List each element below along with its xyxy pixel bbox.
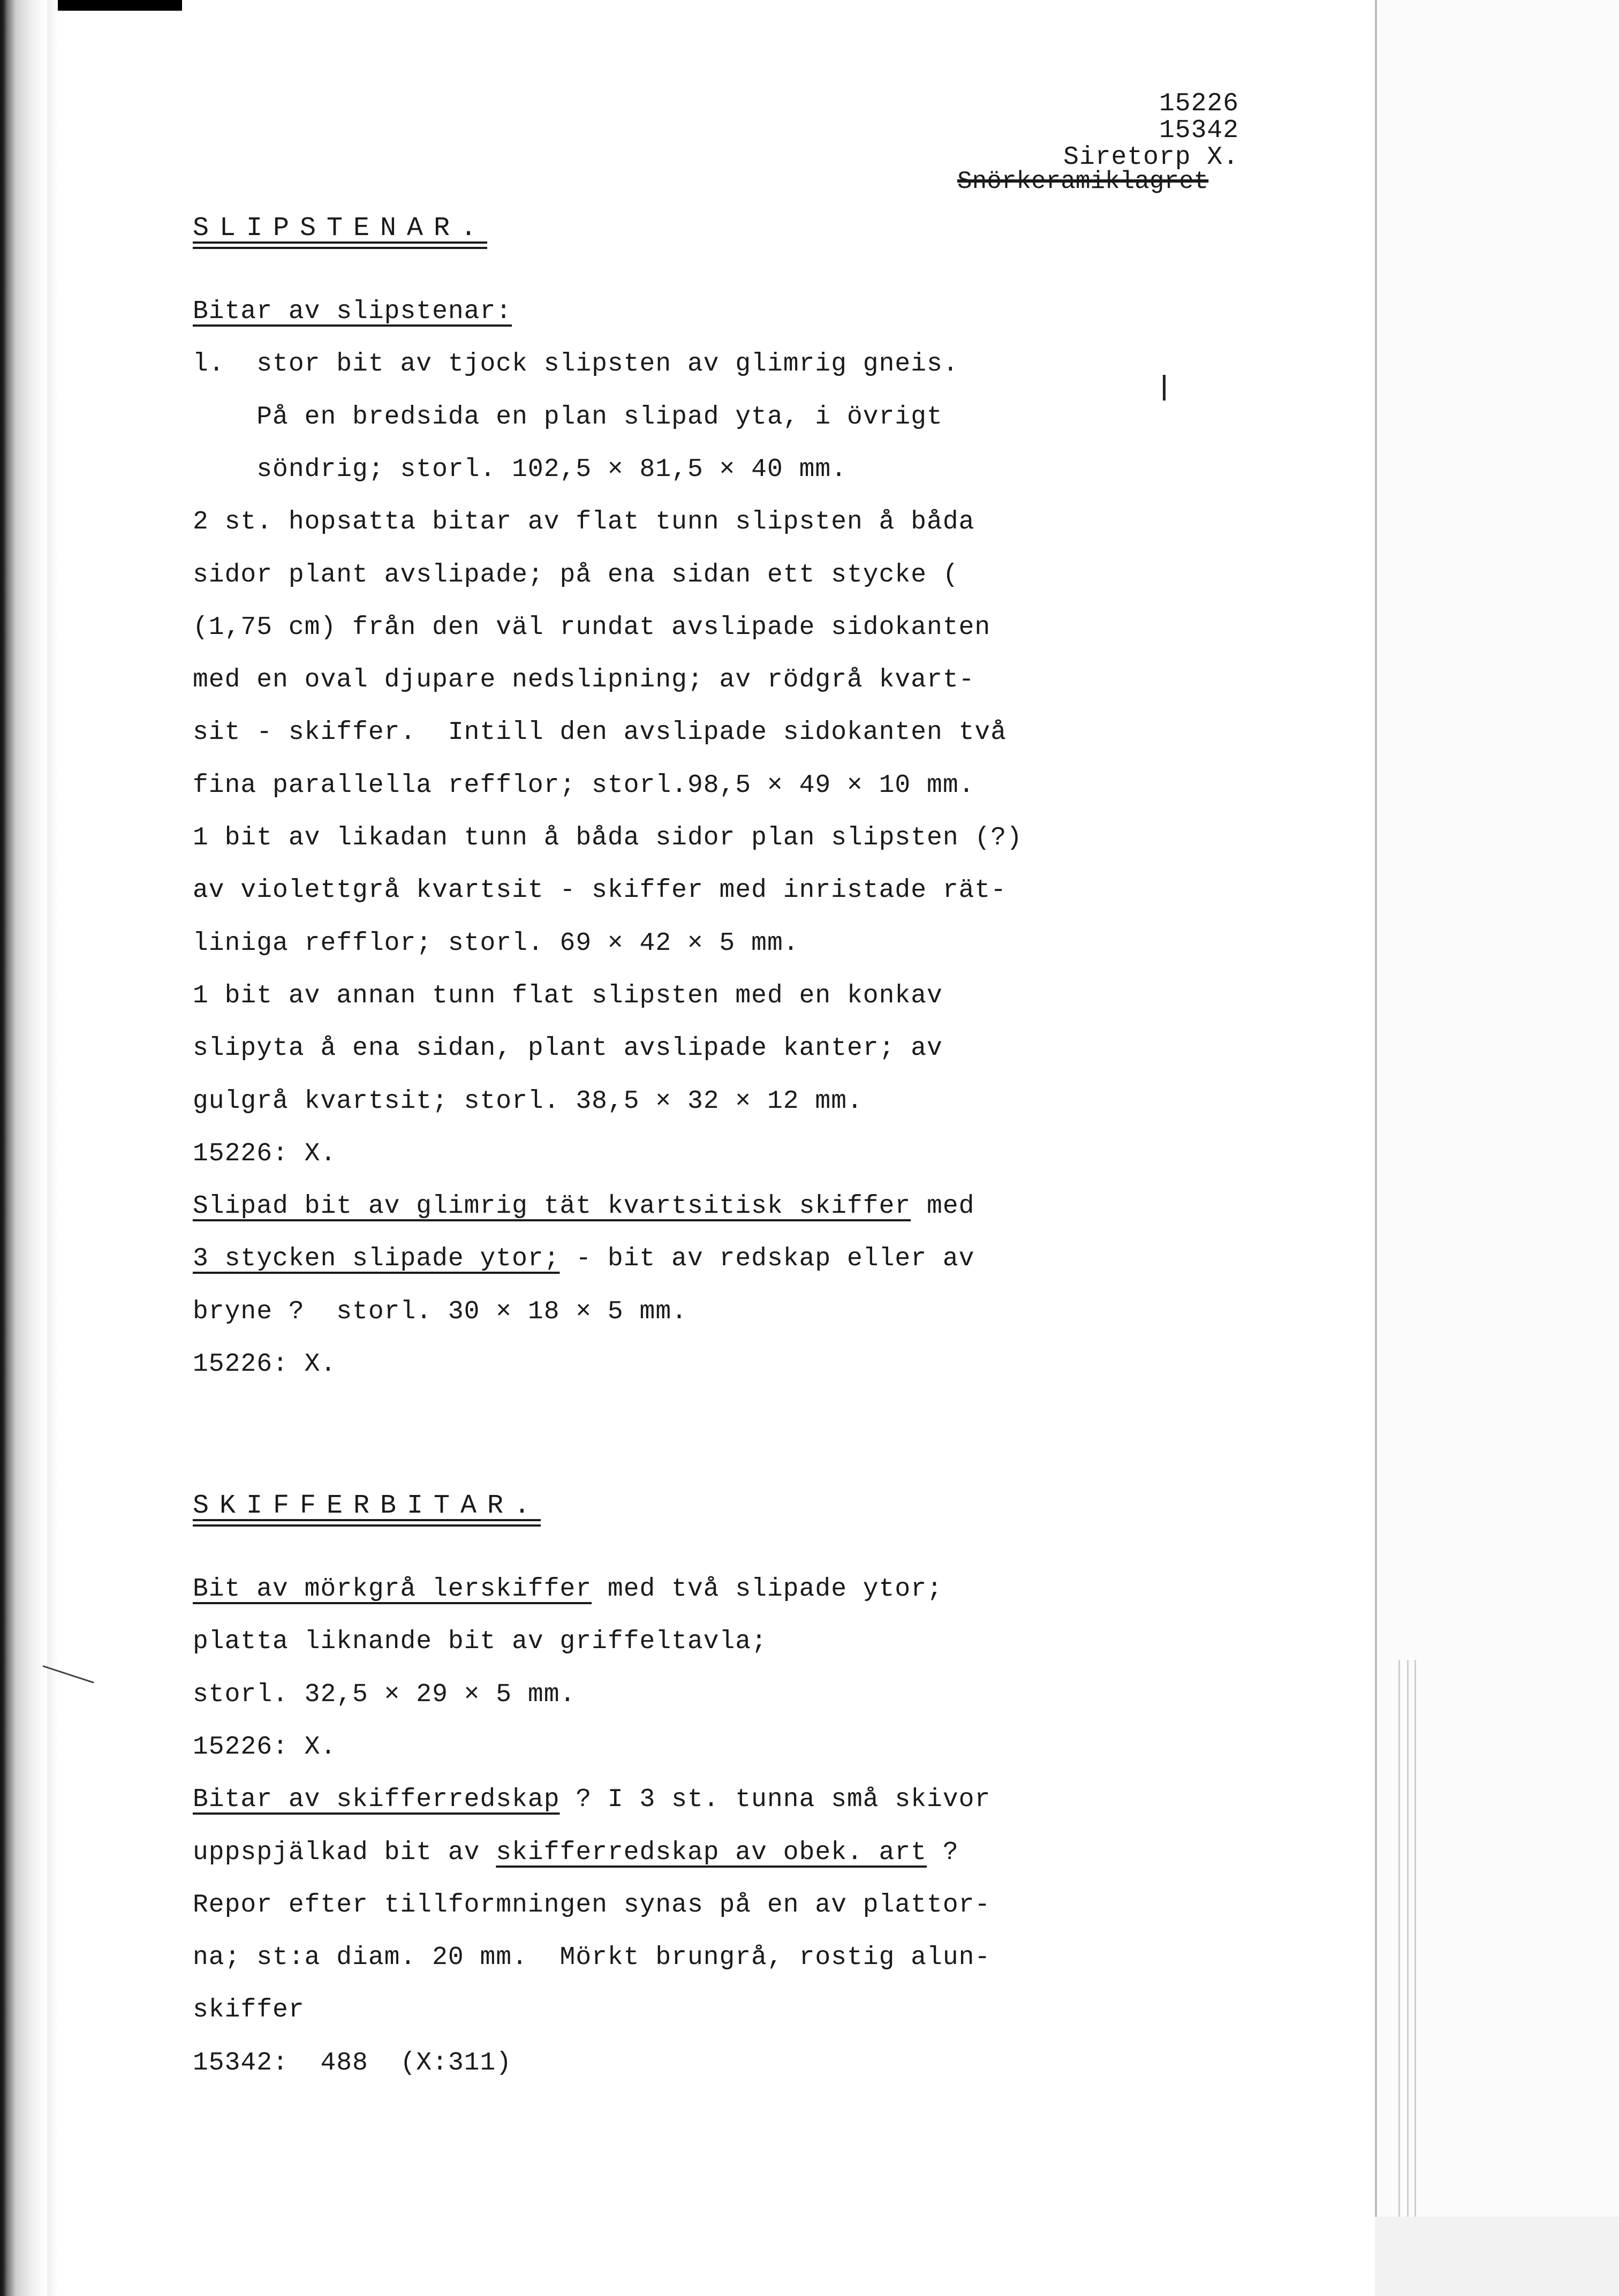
text-segment: sit - skiffer. Intill den avslipade sidokanten två [193,718,1007,747]
text-line [193,1787,990,1812]
text-line [193,720,1007,745]
text-line [193,1892,990,1918]
underlined-text: Bitar av slipstenar: [193,297,512,326]
text-segment: På en bredsida en plan slipad yta, i övrigt [193,403,943,432]
text-line [193,1036,943,1061]
text-line [193,562,959,588]
text-line [193,1576,943,1602]
text-line [193,1945,990,1970]
text-line [193,825,1023,851]
text-segment: 15342: 488 (X:311) [193,2049,512,2078]
text-segment: na; st:a diam. 20 mm. Mörkt brungrå, rostig alun- [193,1943,991,1972]
text-line [193,1734,336,1760]
text-line [193,1629,767,1655]
text-segment: storl. 32,5 × 29 × 5 mm. [193,1680,576,1709]
text-segment: ? [927,1838,959,1867]
text-line [193,931,799,956]
text-line [193,667,974,693]
page-binding-edge [0,0,47,2296]
text-line [193,983,943,1009]
text-segment: l. stor bit av tjock slipsten av glimrig gneis. [193,350,959,379]
header-struck-text: Snörkeramiklagret [957,168,1209,195]
text-segment: med [911,1192,975,1221]
text-line [193,457,847,482]
text-line [193,1194,974,1219]
text-segment: 2 st. hopsatta bitar av flat tunn slipsten å båda [193,508,975,537]
text-line [193,1089,863,1114]
text-segment: (1,75 cm) från den väl rundat avslipade sidokanten [193,613,991,642]
text-line [193,1351,336,1377]
text-segment: Repor efter tillformningen synas på en av plattor- [193,1891,991,1920]
page-shadow [47,0,58,2296]
text-segment: liniga refflor; storl. 69 × 42 × 5 mm. [193,929,799,958]
text-segment: 1 bit av likadan tunn å båda sidor plan slipsten (?) [193,824,1023,852]
header-number: 15342 [1159,116,1239,145]
text-segment: slipyta å ena sidan, plant avslipade kanter; av [193,1034,943,1063]
text-segment: skiffer [193,1996,305,2025]
underlined-text: 3 stycken slipade ytor; [193,1244,560,1273]
underlined-text: Slipad bit av glimrig tät kvartsitisk skiffer [193,1192,911,1221]
header-site: Siretorp X. [1063,143,1239,172]
text-line [193,2050,512,2076]
page-stack-line [1414,1660,1416,2292]
text-line [193,404,943,430]
header-number: 15226 [1159,89,1239,118]
text-segment: fina parallella refflor; storl.98,5 × 49 × 10 mm. [193,771,975,800]
section-heading: SKIFFERBITAR. [193,1493,541,1520]
text-line [193,878,1007,903]
text-line [193,1299,687,1325]
text-segment: gulgrå kvartsit; storl. 38,5 × 32 × 12 mm. [193,1087,863,1116]
page-stack-line [1407,1660,1409,2292]
text-line [193,1246,974,1272]
text-segment: 15226: X. [193,1733,337,1762]
text-line [193,1682,576,1708]
page-corner-shade [1375,2217,1619,2296]
text-segment: sidor plant avslipade; på ena sidan ett stycke ( [193,561,959,590]
text-line [193,773,974,798]
text-line [193,509,974,535]
section-heading: SLIPSTENAR. [193,215,487,242]
text-segment: med en oval djupare nedslipning; av rödgrå kvart- [193,666,975,694]
text-segment: bryne ? storl. 30 × 18 × 5 mm. [193,1297,687,1326]
text-segment: 15226: X. [193,1139,337,1168]
underlined-text: Bitar av skifferredskap [193,1785,560,1814]
text-segment: av violettgrå kvartsit - skiffer med inristade rät- [193,876,1007,905]
text-line [193,1141,336,1167]
text-line [193,1840,959,1865]
right-page-margin [1375,0,1619,2296]
text-segment: med två slipade ytor; [592,1575,943,1604]
text-segment: 1 bit av annan tunn flat slipsten med en konkav [193,981,943,1010]
text-segment: uppspjälkad bit av [193,1838,496,1867]
text-segment: - bit av redskap eller av [559,1244,975,1273]
text-segment: 15226: X. [193,1350,337,1379]
text-segment: platta liknande bit av griffeltavla; [193,1627,767,1656]
text-line [193,351,959,377]
text-line [193,1997,305,2023]
text-segment: söndrig; storl. 102,5 × 81,5 × 40 mm. [193,455,847,484]
underlined-text: skifferredskap av obek. art [496,1838,927,1867]
text-line [193,615,990,640]
text-line [193,299,512,324]
page-stack-line [1398,1660,1400,2292]
text-segment: ? I 3 st. tunna små skivor [559,1785,991,1814]
stray-mark [1163,375,1166,401]
underlined-text: Bit av mörkgrå lerskiffer [193,1575,592,1604]
